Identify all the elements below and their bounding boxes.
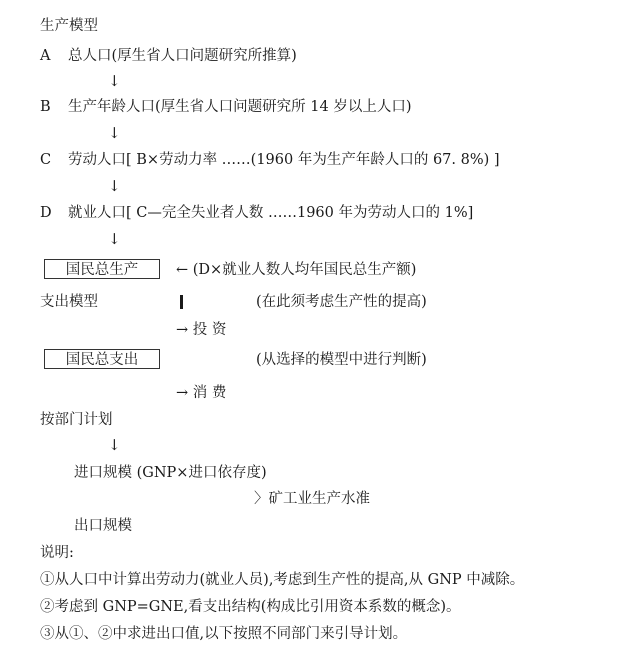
down-arrow-icon: ↓ (108, 72, 121, 90)
step-d-letter: D (40, 205, 52, 221)
investment-label: → 投 资 (176, 322, 227, 338)
down-arrow-icon: ↓ (108, 230, 121, 248)
note-2: ②考虑到 GNP=GNE,看支出结构(构成比引用资本系数的概念)。 (40, 599, 461, 615)
note-1: ①从人口中计算出劳动力(就业人员),考虑到生产性的提高,从 GNP 中减除。 (40, 572, 525, 588)
step-b-letter: B (40, 99, 51, 115)
notes-title: 说明: (40, 545, 74, 561)
export-scale: 出口规模 (74, 518, 132, 534)
consumption-label: → 消 费 (176, 385, 227, 401)
step-a-text: 总人口(厚生省人口问题研究所推算) (68, 48, 297, 64)
sector-plan-label: 按部门计划 (40, 412, 113, 428)
import-scale: 进口规模 (GNP×进口依存度) (74, 465, 267, 481)
step-c-letter: C (40, 152, 52, 168)
note-3: ③从①、②中求进出口值,以下按照不同部门来引导计划。 (40, 626, 408, 642)
down-arrow-icon: ↓ (108, 177, 121, 195)
step-c-text: 劳动人口[ B×劳动力率 ……(1960 年为生产年龄人口的 67. 8%) ] (68, 152, 500, 168)
gne-note: (从选择的模型中进行判断) (256, 352, 427, 368)
gne-box: 国民总支出 (44, 349, 160, 369)
vertical-bar-icon (180, 295, 183, 309)
productivity-note: (在此须考虑生产性的提高) (256, 294, 427, 310)
mining-level: 〉矿工业生产水准 (254, 491, 370, 507)
gnp-box: 国民总生产 (44, 259, 160, 279)
gnp-note: ← (D×就业人数人均年国民总生产额) (176, 262, 417, 278)
down-arrow-icon: ↓ (108, 436, 121, 454)
step-d-text: 就业人口[ C—完全失业者人数 ……1960 年为劳动人口的 1%] (68, 205, 474, 221)
step-b-text: 生产年龄人口(厚生省人口问题研究所 14 岁以上人口) (68, 99, 412, 115)
expense-model-label: 支出模型 (40, 294, 98, 310)
step-a-letter: A (40, 48, 51, 64)
diagram-title: 生产模型 (40, 18, 98, 34)
down-arrow-icon: ↓ (108, 124, 121, 142)
